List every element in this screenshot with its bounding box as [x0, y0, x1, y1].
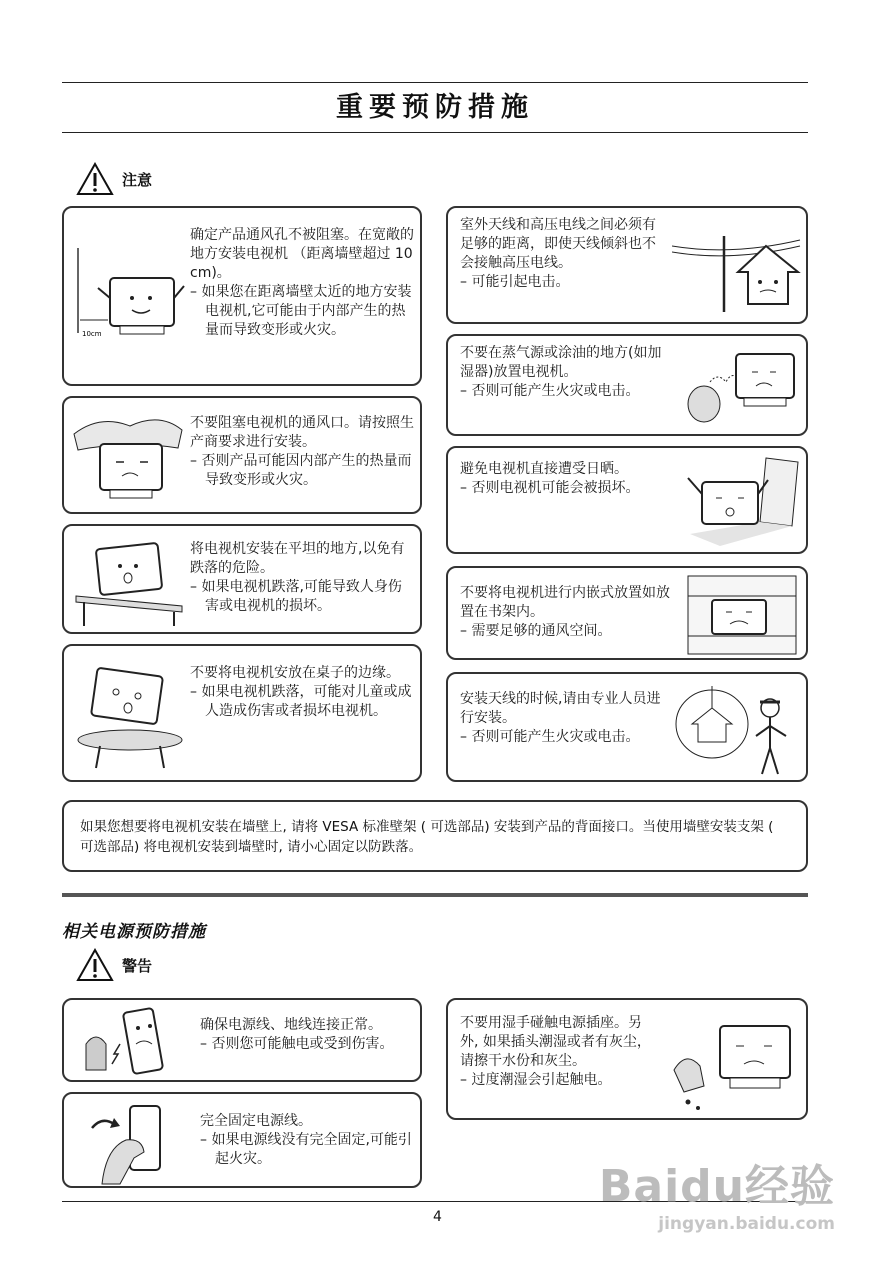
top-rule	[62, 82, 808, 83]
antenna-install-bullet-text: – 否则可能产生火灾或电击。	[460, 729, 640, 745]
tv-near-wall-illustration	[70, 238, 188, 348]
antenna-install-main-text: 安装天线的时候,请由专业人员进行安装。	[460, 691, 661, 726]
cover-main-text: 不要阻塞电视机的通风口。请按照生产商要求进行安装。	[190, 415, 414, 450]
card-flat-surface	[62, 524, 422, 634]
antenna-power-main-text: 室外天线和高压电线之间必须有足够的距离，即使天线倾斜也不会接触高压电线。	[460, 217, 656, 271]
card-secure-cord	[62, 1092, 422, 1188]
bookshelf-tv-illustration	[682, 572, 802, 658]
flat-bullet-text: – 如果电视机跌落,可能导致人身伤害或电视机的损坏。	[190, 579, 402, 614]
secure-bullet-text: – 如果电源线没有完全固定,可能引起火灾。	[200, 1132, 412, 1167]
watermark-logo: Baidu经验	[598, 1161, 835, 1212]
edge-bullet-text: – 如果电视机跌落，可能对儿童或成人造成伤害或者损坏电视机。	[190, 684, 412, 719]
power-section-title: 相关电源预防措施	[62, 922, 206, 942]
ventilation-main-text: 确定产品通风孔不被阻塞。在宽敞的地方安装电视机 （距离墙壁超过 10 cm)。	[190, 227, 414, 281]
sunlight-window-illustration	[680, 454, 804, 550]
warning-triangle-icon	[76, 948, 114, 982]
built-in-main-text: 不要将电视机进行内嵌式放置如放置在书架内。	[460, 585, 670, 620]
page-number: 4	[433, 1209, 442, 1225]
watermark-url: jingyan.baidu.com	[658, 1214, 835, 1234]
card-steam	[446, 334, 808, 436]
caution-label	[76, 162, 152, 196]
covered-tv-illustration	[70, 404, 188, 508]
card-built-in	[446, 566, 808, 660]
card-cover-vents	[62, 396, 422, 514]
sunlight-bullet-text: – 否则电视机可能会被损坏。	[460, 480, 640, 496]
edge-main-text: 不要将电视机安放在桌子的边缘。	[190, 665, 400, 681]
technician-illustration	[674, 680, 806, 780]
tv-on-edge-illustration	[70, 656, 188, 774]
steam-main-text: 不要在蒸气源或涂油的地方(如加湿器)放置电视机。	[460, 345, 662, 380]
humidifier-tv-illustration	[680, 342, 804, 432]
wet-hand-plug-illustration	[664, 1010, 804, 1114]
steam-bullet-text: – 否则可能产生火灾或电击。	[460, 383, 640, 399]
warning-triangle-icon	[76, 162, 114, 196]
antenna-power-bullet-text: – 可能引起电击。	[460, 274, 570, 290]
ground-main-text: 确保电源线、地线连接正常。	[200, 1017, 382, 1033]
plug-shock-illustration	[72, 1004, 192, 1080]
card-table-edge	[62, 644, 422, 782]
warning-text: 警告	[122, 956, 153, 975]
card-ventilation	[62, 206, 422, 386]
card-power-ground	[62, 998, 422, 1082]
wall-mount-note: 如果您想要将电视机安装在墙壁上, 请将 VESA 标准壁架 ( 可选部品) 安装到产品的背面接口。当使用墙壁安装支架 ( 可选部品) 将电视机安装到墙壁时, 请小心固定以防跌落。	[62, 800, 808, 872]
cover-bullet-text: – 否则产品可能因内部产生的热量而导致变形或火灾。	[190, 453, 412, 488]
card-antenna-install	[446, 672, 808, 782]
page-title: 重要预防措施	[336, 92, 534, 123]
card-antenna-power-line	[446, 206, 808, 324]
flat-main-text: 将电视机安装在平坦的地方,以免有跌落的危险。	[190, 541, 405, 576]
sunlight-main-text: 避免电视机直接遭受日晒。	[460, 461, 628, 477]
section-divider	[62, 893, 808, 897]
tilted-table-illustration	[70, 534, 188, 630]
ventilation-bullet-text: – 如果您在距离墙壁太近的地方安装电视机,它可能由于内部产生的热量而导致变形或火灾。	[190, 284, 412, 338]
hand-plug-illustration	[72, 1098, 192, 1186]
caution-text: 注意	[122, 170, 153, 189]
card-sunlight	[446, 446, 808, 554]
power-line-house-illustration	[672, 216, 804, 318]
title-underline	[62, 132, 808, 133]
warning-label	[76, 948, 152, 982]
secure-main-text: 完全固定电源线。	[200, 1113, 312, 1129]
built-in-bullet-text: – 需要足够的通风空间。	[460, 623, 612, 639]
ground-bullet-text: – 否则您可能触电或受到伤害。	[200, 1036, 394, 1052]
distance-label: 10cm	[82, 330, 102, 338]
wet-hands-main-text: 不要用湿手碰触电源插座。另外, 如果插头潮湿或者有灰尘，请擦干水份和灰尘。	[460, 1015, 651, 1069]
card-wet-hands	[446, 998, 808, 1120]
baidu-watermark	[599, 1150, 835, 1234]
wet-hands-bullet-text: – 过度潮湿会引起触电。	[460, 1072, 612, 1088]
